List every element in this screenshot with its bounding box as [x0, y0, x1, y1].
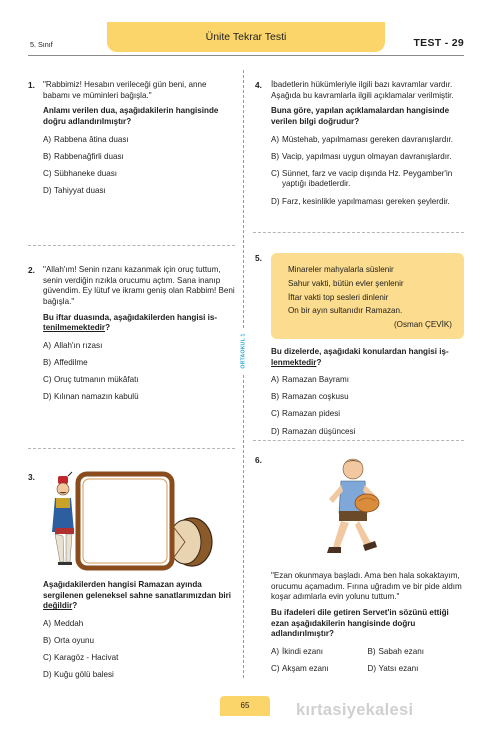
option-d[interactable]: D) Farz, kesinlikle yapılmaması gereken şeylerdir.: [271, 196, 450, 206]
section-divider: [28, 448, 235, 449]
option-a[interactable]: A) Müstehab, yapılmaması gereken davranışlardır.: [271, 134, 453, 144]
page-number: 65: [220, 696, 270, 716]
option-c[interactable]: C) Ramazan pidesi: [271, 409, 341, 419]
question-1: [43, 80, 235, 203]
question-6: [271, 571, 464, 675]
poem-line: Minareler mahyalarla süslenir: [288, 265, 394, 274]
poem-line: Sahur vakti, bütün evler şenlenir: [288, 278, 404, 288]
option-a[interactable]: A) Allah'ın rızası: [43, 341, 103, 351]
option-c[interactable]: C) Akşam ezanı: [271, 664, 329, 674]
option-d[interactable]: D) Tahiyyat duası: [43, 185, 106, 195]
option-grid: [271, 647, 464, 675]
question-stem: Buna göre, yapılan açıklamalardan hangisinde verilen bilgi doğrudur?: [271, 106, 450, 127]
question-text: "Rabbimiz! Hesabın verileceği gün beni, anne babamı ve müminleri bağışla.": [43, 80, 207, 100]
option-a[interactable]: A) Rabbena âtina duası: [43, 134, 129, 144]
question-text: "Allah'ım! Senin rızanı kazanmak için oruç tuttum, senin verdiğin rızıkla orucumu açtım. Sana inanıp güvendim. Ey lütuf ve ikramı geniş olan Rabbim! Beni bağışla.": [43, 265, 235, 307]
side-brand-label: ORTAOKUL 1: [237, 328, 250, 374]
question-number: 5.: [255, 253, 262, 263]
poem-line: İftar vakti top sesleri dinlenir: [288, 292, 389, 302]
question-4: [271, 80, 464, 214]
question-text: İbadetlerin hükümleriyle ilgili bazı kavramlar vardır. Aşağıda bu kavramlarla ilgili açıklamalar verilmiştir.: [271, 80, 454, 100]
question-number: 1.: [28, 80, 35, 90]
question-3: [43, 580, 235, 687]
test-title: Ünite Tekrar Testi: [107, 22, 385, 52]
question-number: 4.: [255, 80, 262, 90]
option-a[interactable]: A) İkindi ezanı: [271, 647, 323, 657]
question-number: 6.: [255, 455, 262, 465]
question-text: "Ezan okunmaya başladı. Ama ben hala sokaktayım, orucumu açamadım. Fırına uğradım ve bir pide aldım koşar adımlarla evin yolunu tuttum.": [271, 571, 462, 602]
question-stem: Bu iftar duasında, aşağıdakilerden hangisi is-tenilmemektedir?: [43, 312, 218, 333]
poem-author: (Osman ÇEVİK): [393, 320, 452, 329]
section-divider: [28, 245, 235, 246]
column-divider: [243, 70, 244, 678]
question-number: 2.: [28, 265, 35, 275]
option-c[interactable]: C) Sünnet, farz ve vacip dışında Hz. Peygamber'in yaptığı ibadetlerdir.: [271, 168, 453, 189]
watermark: kırtasiyekalesi: [296, 701, 414, 719]
empty-scroll-frame: [78, 474, 172, 568]
header-divider: [28, 55, 464, 56]
option-a[interactable]: A) Meddah: [43, 619, 84, 629]
question-number: 3.: [28, 472, 35, 482]
drum-icon: [169, 518, 212, 566]
drummer-figure: [52, 472, 74, 565]
running-boy-illustration: [315, 455, 395, 570]
bread-icon: [355, 494, 379, 512]
option-d[interactable]: D) Ramazan düşüncesi: [271, 426, 356, 436]
question-stem: Bu ifadeleri dile getiren Servet'in sözünü ettiği ezan aşağıdakilerin hangisinde doğru adlandırılmıştır?: [271, 608, 449, 639]
test-number: TEST - 29: [413, 37, 464, 49]
option-d[interactable]: D) Kuğu gölü balesi: [43, 670, 114, 680]
option-d[interactable]: D) Yatsı ezanı: [367, 664, 419, 674]
option-a[interactable]: A) Ramazan Bayramı: [271, 375, 350, 385]
option-b[interactable]: B) Vacip, yapılması uygun olmayan davranışlardır.: [271, 151, 452, 161]
question-stem: Bu dizelerde, aşağıdaki konulardan hangisi iş-lenmektedir?: [271, 347, 449, 367]
option-c[interactable]: C) Oruç tutmanın mükâfatı: [43, 375, 139, 385]
question-2: [43, 265, 235, 409]
option-b[interactable]: B) Sabah ezanı: [367, 647, 424, 657]
question-stem: Aşağıdakilerden hangisi Ramazan ayında sergilenen geleneksel sahne sanatlarımızdan biri değildir?: [43, 580, 232, 611]
option-c[interactable]: C) Karagöz - Hacivat: [43, 653, 119, 663]
option-b[interactable]: B) Rabbenağfirli duası: [43, 151, 124, 161]
option-b[interactable]: B) Affedilme: [43, 358, 88, 368]
poem-box: [271, 253, 464, 339]
question-stem: Anlamı verilen dua, aşağıdakilerin hangisinde doğru adlandırılmıştır?: [43, 106, 219, 127]
option-d[interactable]: D) Kılınan namazın kabulü: [43, 392, 139, 402]
option-b[interactable]: B) Orta oyunu: [43, 636, 95, 646]
grade-label: 5. Sınıf: [30, 40, 53, 49]
question-5: [271, 347, 464, 444]
ramadan-drummer-illustration: [52, 470, 217, 573]
section-divider: [253, 232, 464, 233]
option-b[interactable]: B) Ramazan coşkusu: [271, 392, 349, 402]
poem-line: On bir ayın sultanıdır Ramazan.: [288, 306, 403, 316]
option-c[interactable]: C) Sübhaneke duası: [43, 168, 118, 178]
